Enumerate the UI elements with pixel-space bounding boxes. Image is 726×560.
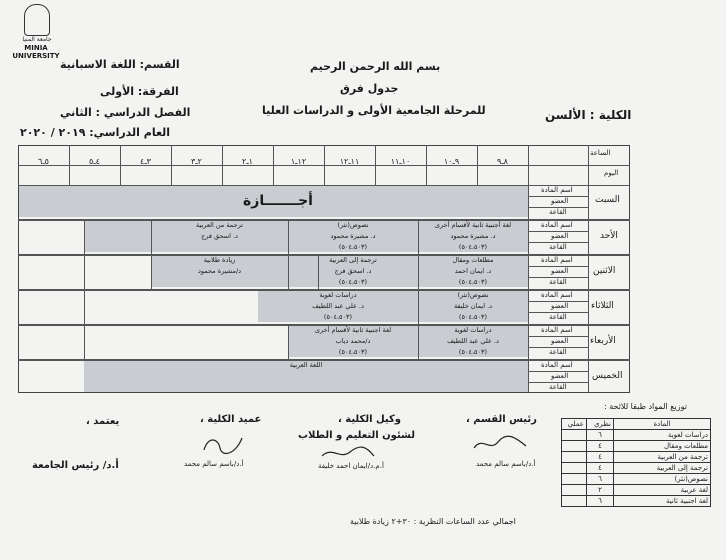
logo-text: MINIA UNIVERSITY	[12, 44, 60, 60]
day-saturday: السبت	[595, 195, 620, 205]
faculty-label: الكلية : الألسن	[545, 108, 632, 122]
time-4-5: ٤ـ٥	[89, 157, 100, 166]
head-of-dept-name: أ.د/باسم سالم محمد	[476, 460, 536, 468]
signature-head-icon	[470, 432, 530, 454]
time-11-12: ١١ـ١٢	[339, 157, 360, 166]
row-label-staff: العضو	[551, 197, 569, 205]
wed-room-2: (٥٠٤،٥٠٣)	[338, 348, 368, 356]
table-header-row	[562, 419, 711, 430]
row-label-staff: العضو	[551, 372, 569, 380]
col-practical: عملي	[562, 419, 587, 430]
row-label-room: القاعة	[549, 383, 567, 391]
sun-room-1: (٥٠٤،٥٠٣)	[458, 243, 488, 251]
wed-course-1: دراسات لغوية	[454, 326, 492, 334]
dean-name: أ.د/باسم سالم محمد	[184, 460, 244, 468]
day-wednesday: الأربعاء	[590, 336, 616, 346]
wed-staff-1: د. علي عبد اللطيف	[447, 337, 499, 345]
corner-time: الساعة	[590, 149, 611, 157]
row-label-room: القاعة	[549, 348, 567, 356]
university-president: أ.د/ رئيس الجامعة	[32, 460, 119, 471]
mon-room-1: (٥٠٤،٥٠٣)	[458, 278, 488, 286]
mon-staff-3: د/مشيرة محمود	[197, 267, 242, 275]
total-hours: اجمالي عدد الساعات النظرية : ٣٠+٢ زيادة طلابية	[350, 517, 516, 526]
sun-room-2: (٥٠٤،٥٠٣)	[338, 243, 368, 251]
vice-dean-title: وكيل الكلية ،	[338, 414, 402, 425]
table-row: ٢ لغة عربية	[562, 485, 711, 496]
year-label: العام الدراسي: ٢٠١٩ / ٢٠٢٠	[20, 126, 171, 139]
sun-course-1: لغة أجنبية ثانية لأقسام أخرى	[434, 221, 512, 229]
distribution-title: توزيع المواد طبقا للائحة :	[604, 402, 687, 411]
dean-title: عميد الكلية ،	[200, 414, 262, 425]
table-row: ٤ مطلعات ومقال	[562, 441, 711, 452]
tue-staff-1: د. ايمان خليفة	[453, 302, 493, 310]
mon-course-1: مطلعات ومقال	[452, 256, 494, 264]
row-label-course: اسم المادة	[541, 186, 573, 194]
seal-icon	[24, 4, 50, 36]
wed-staff-2: د/محمد دياب	[335, 337, 371, 345]
row-label-staff: العضو	[551, 267, 569, 275]
row-label-room: القاعة	[549, 313, 567, 321]
wed-course-2: لغة اجنبية ثانية لأقسام أخرى	[314, 326, 392, 334]
tue-room-1: (٥٠٤،٥٠٣)	[458, 313, 488, 321]
row-label-staff: العضو	[551, 232, 569, 240]
title-stage: للمرحلة الجامعية الأولى و الدراسات العليا	[262, 104, 486, 117]
signature-dean-icon	[198, 432, 248, 456]
time-2-3: ٢ـ٣	[191, 157, 202, 166]
distribution-table	[561, 418, 711, 507]
row-label-course: اسم المادة	[541, 221, 573, 229]
row-label-staff: العضو	[551, 337, 569, 345]
mon-staff-1: د. ايمان احمد	[454, 267, 492, 275]
tue-staff-2: د. علي عبد اللطيف	[312, 302, 364, 310]
vice-dean-subtitle: لشئون التعليم و الطلاب	[298, 430, 415, 441]
mon-course-3: زيادة طلابية	[203, 256, 236, 264]
day-monday: الاثنين	[593, 266, 616, 276]
sun-staff-3: د. اسحق فرج	[201, 232, 238, 240]
department-label: القسم: اللغة الاسبانية	[60, 58, 180, 71]
logo-arabic: جامعة المنيا	[22, 36, 52, 43]
signature-vice-icon	[318, 444, 378, 462]
mon-room-2: (٥٠٤،٥٠٣)	[338, 278, 368, 286]
time-10-11: ١٠ـ١١	[390, 157, 411, 166]
approval-title: يعتمد ،	[86, 416, 120, 427]
time-1-2: ١ـ٢	[242, 157, 253, 166]
table-row: ٤ ترجمة إلى العربية	[562, 463, 711, 474]
timetable-grid	[18, 145, 630, 393]
sun-course-2: نصوص(نثر)	[337, 221, 369, 229]
tue-course-1: نصوص(نثر)	[457, 291, 489, 299]
table-row: ٦ دراسات لغوية	[562, 430, 711, 441]
row-label-staff: العضو	[551, 302, 569, 310]
sun-staff-2: د. مشيرة محمود	[330, 232, 376, 240]
mon-course-2: ترجمة إلى العربية	[329, 256, 377, 264]
sun-staff-1: د. مشيرة محمود	[450, 232, 496, 240]
title-schedule: جدول فرق	[340, 82, 399, 95]
tue-room-2: (٥٠٤،٥٠٣)	[323, 313, 353, 321]
time-5-6: ٥ـ٦	[38, 157, 49, 166]
day-sunday: الأحد	[600, 231, 618, 241]
table-row: ٤ ترجمة من العربية	[562, 452, 711, 463]
level-label: الفرقة: الأولى	[100, 85, 179, 98]
time-3-4: ٣ـ٤	[140, 157, 151, 166]
col-subject: المادة	[614, 419, 711, 430]
tue-course-2: دراسات لغوية	[319, 291, 357, 299]
vice-dean-name: أ.م.د/ايمان احمد خليفة	[318, 462, 384, 470]
row-label-course: اسم المادة	[541, 256, 573, 264]
semester-label: الفصل الدراسي : الثاني	[60, 106, 191, 119]
row-label-course: اسم المادة	[541, 291, 573, 299]
time-9-10: ٩ـ١٠	[443, 157, 460, 166]
row-label-room: القاعة	[549, 208, 567, 216]
table-row: ٦ نصوص(نثر)	[562, 474, 711, 485]
day-tuesday: الثلاثاء	[591, 301, 614, 311]
row-label-room: القاعة	[549, 278, 567, 286]
mon-staff-2: د. اسحق فرج	[334, 267, 372, 275]
time-12-1: ١٢ـ١	[290, 157, 307, 166]
wed-room-1: (٥٠٤،٥٠٣)	[458, 348, 488, 356]
day-thursday: الخميس	[592, 371, 623, 381]
thu-course-1: اللغة العربية	[289, 361, 323, 369]
table-row: ٦ لغة اجنبية ثانية	[562, 496, 711, 507]
basmala: بسم الله الرحمن الرحيم	[310, 60, 441, 73]
row-label-room: القاعة	[549, 243, 567, 251]
corner-day: اليوم	[604, 169, 619, 177]
row-label-course: اسم المادة	[541, 326, 573, 334]
col-theory: نظري	[587, 419, 614, 430]
head-of-dept-title: رئيس القسم ،	[466, 414, 537, 425]
holiday-label: أجـــــــازة	[243, 193, 313, 209]
time-8-9: ٨ـ٩	[497, 157, 508, 166]
row-label-course: اسم المادة	[541, 361, 573, 369]
sun-course-3: ترجمة من العربية	[196, 221, 243, 229]
